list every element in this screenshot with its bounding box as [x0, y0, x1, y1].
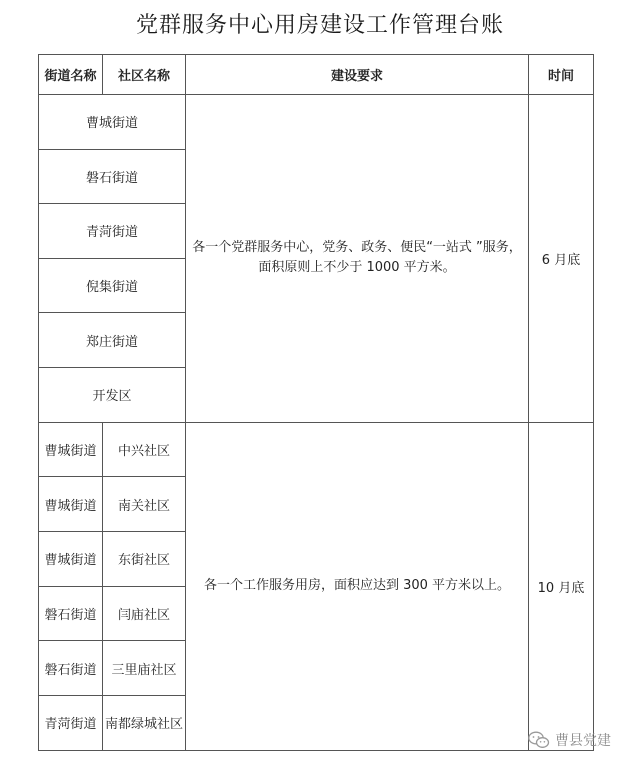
community-cell: 南关社区	[103, 477, 186, 532]
time-cell: 10 月底	[529, 422, 594, 750]
requirement-cell	[186, 95, 529, 423]
table-row	[39, 95, 594, 150]
street-cell: 开发区	[39, 367, 186, 422]
requirement-cell: 各一个工作服务用房，面积应达到 300 平方米以上。	[186, 422, 529, 750]
wechat-logo-icon	[528, 731, 550, 749]
ledger-table	[38, 54, 594, 751]
watermark	[528, 730, 611, 750]
street-cell: 磐石街道	[39, 641, 103, 696]
page-title: 党群服务中心用房建设工作管理台账	[135, 13, 504, 38]
street-cell: 曹城街道	[39, 95, 186, 150]
community-cell: 三里庙社区	[103, 641, 186, 696]
street-cell: 郑庄街道	[39, 313, 186, 368]
community-cell: 东街社区	[103, 531, 186, 586]
header-row	[39, 55, 594, 95]
street-cell: 曹城街道	[39, 422, 103, 477]
street-cell: 青菏街道	[39, 204, 186, 259]
community-cell: 闫庙社区	[103, 586, 186, 641]
street-cell: 磐石街道	[39, 586, 103, 641]
time-cell: 6 月底	[529, 95, 594, 423]
header-street: 街道名称	[39, 55, 103, 95]
street-cell: 曹城街道	[39, 477, 103, 532]
header-requirement: 建设要求	[186, 55, 529, 95]
header-time: 时间	[529, 55, 594, 95]
street-cell: 磐石街道	[39, 149, 186, 204]
table-row	[39, 422, 594, 477]
street-cell: 曹城街道	[39, 531, 103, 586]
header-community: 社区名称	[103, 55, 186, 95]
requirement-line: 各一个党群服务中心，党务、政务、便民“一站式 ”服务，	[192, 240, 522, 256]
community-cell: 南都绿城社区	[103, 696, 186, 751]
requirement-line: 面积原则上不少于 1000 平方米。	[258, 260, 456, 276]
street-cell: 倪集街道	[39, 258, 186, 313]
street-cell: 青菏街道	[39, 696, 103, 751]
watermark-text: 曹县党建	[555, 733, 611, 749]
community-cell: 中兴社区	[103, 422, 186, 477]
